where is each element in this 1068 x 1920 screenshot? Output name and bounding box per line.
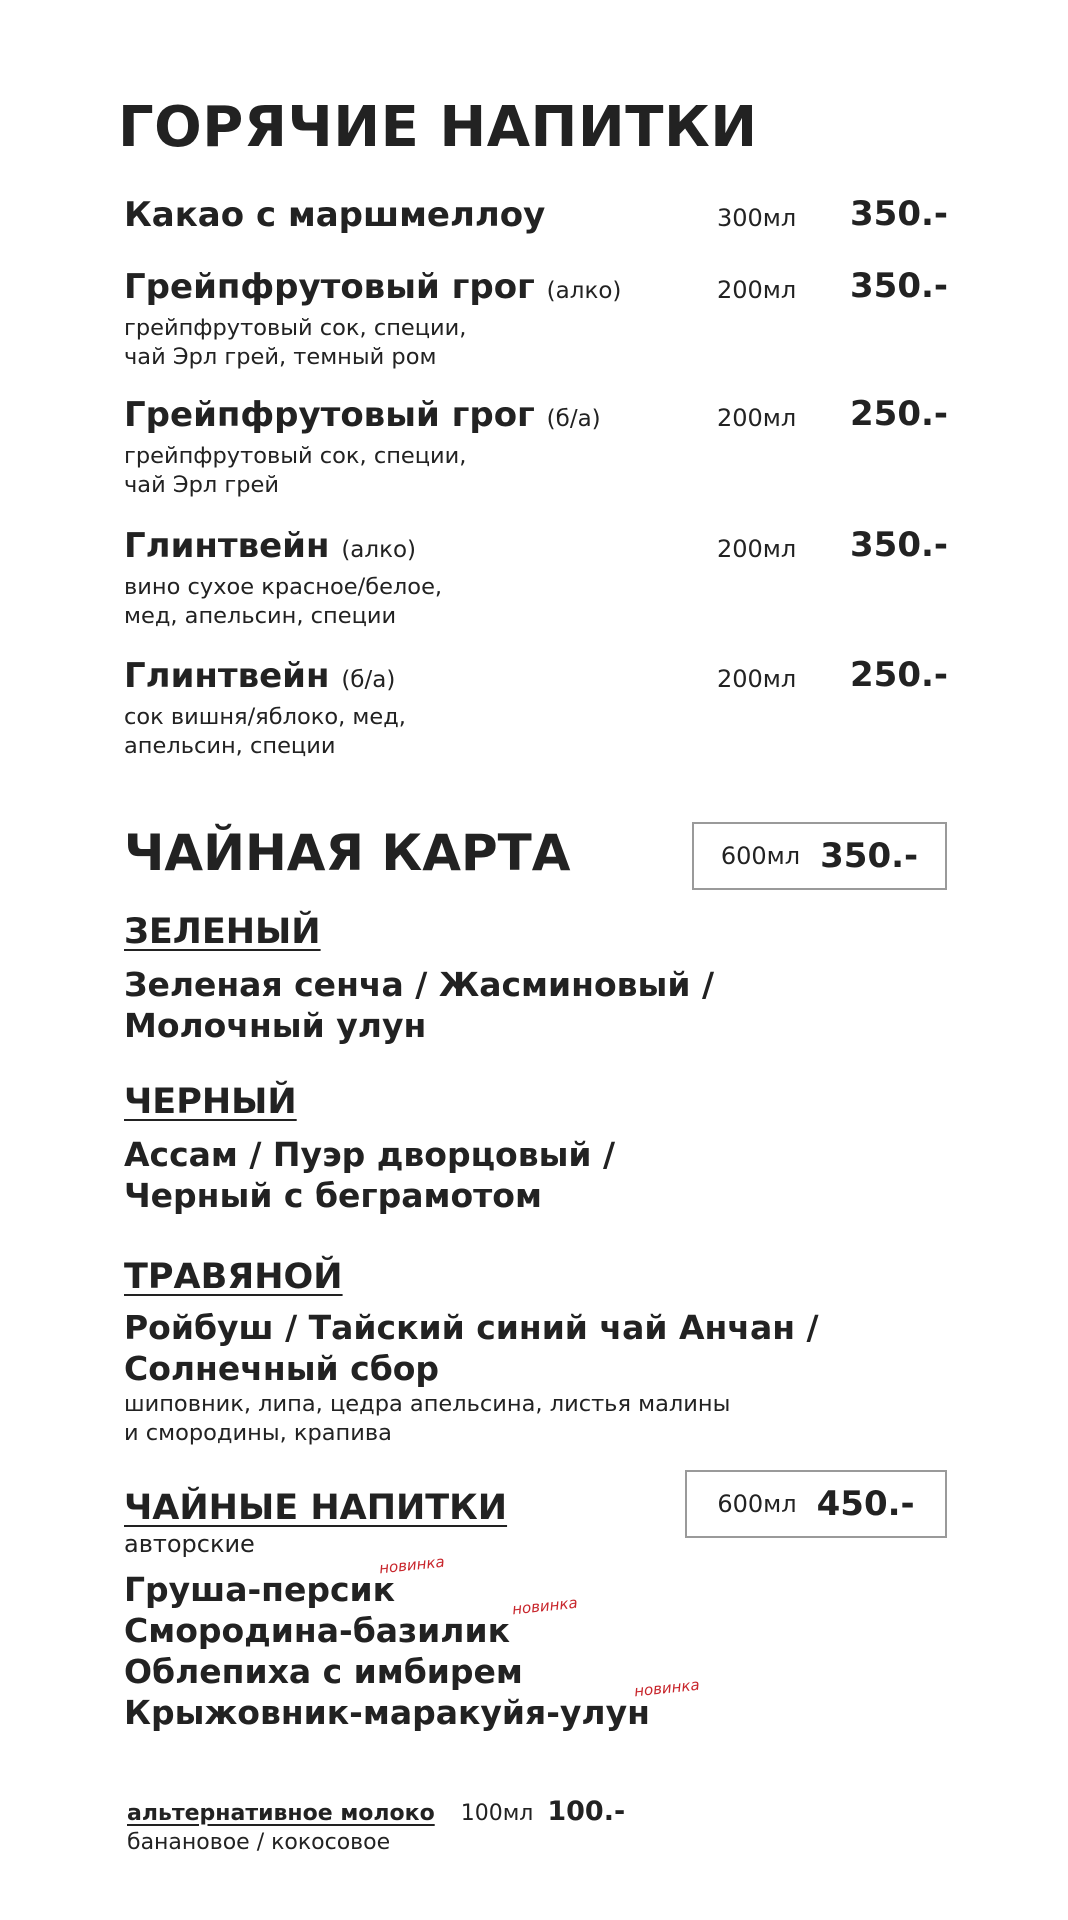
hot-drinks-title: ГОРЯЧИЕ НАПИТКИ [118,95,758,160]
item-note: (алко) [546,278,622,304]
category-black-list: Ассам / Пуэр дворцовый / Черный с бегрaмотом [124,1135,616,1215]
item-volume: 300мл [717,204,797,232]
tea-card-volume: 600мл [720,842,801,870]
item-description: грейпфрутовый сок, специи, чай Эрл грей [124,443,467,498]
alt-milk-price: 100.- [547,1796,626,1827]
item-price: 350.- [850,194,948,234]
alt-milk-row [127,1796,625,1827]
item-note: (алко) [341,537,417,563]
tea-card-price-box [692,822,947,890]
tea-drink-item: Смородина-базилик [124,1611,510,1650]
item-volume: 200мл [717,665,797,693]
tea-drinks-volume: 600мл [717,1490,797,1518]
category-green-title: ЗЕЛЕНЫЙ [124,912,321,952]
tea-drinks-subtitle: авторские [124,1530,255,1558]
alt-milk-volume: 100мл [460,1801,534,1826]
menu-item-mulled-wine-alco [124,525,948,631]
tea-drink-item: Груша-персик [124,1570,396,1609]
item-price: 250.- [850,655,948,695]
tea-card-title: ЧАЙНАЯ КАРТА [124,824,571,882]
item-price: 350.- [850,266,948,306]
new-badge: новинка [511,1593,579,1619]
item-name: Глинтвейн (алко) [124,526,417,566]
new-badge: новинка [378,1552,446,1578]
menu-item-grog-alco [124,266,948,372]
tea-drinks-title: ЧАЙНЫЕ НАПИТКИ [124,1488,508,1528]
menu-item-cocoa [124,194,948,236]
category-black-title: ЧЕРНЫЙ [124,1082,297,1122]
item-price: 250.- [850,394,948,434]
category-herbal-list: Ройбуш / Тайский синий чай Анчан / Солнечный сбор [124,1308,819,1388]
item-price: 350.- [850,525,948,565]
alt-milk-label: альтернативное молоко [127,1801,435,1826]
item-volume: 200мл [717,276,797,304]
category-green-list: Зеленая сенча / Жасминовый / Молочный улун [124,965,715,1045]
item-note: (б/а) [546,406,601,432]
item-volume: 200мл [717,535,797,563]
item-name: Глинтвейн (б/а) [124,656,396,696]
item-name: Какао с маршмеллоу [124,195,546,235]
alt-milk-options: банановое / кокосовое [127,1830,391,1855]
item-volume: 200мл [717,404,797,432]
tea-drinks-price-box [685,1470,947,1538]
category-herbal-note: шиповник, липа, цедра апельсина, листья малины и смородины, крапива [124,1391,731,1446]
item-description: вино сухое красное/белое, мед, апельсин, специи [124,574,443,629]
item-note: (б/а) [341,667,396,693]
new-badge: новинка [633,1675,701,1701]
item-description: сок вишня/яблоко, мед, апельсин, специи [124,704,406,759]
tea-card-price: 350.- [820,836,919,876]
menu-item-grog-na [124,394,948,500]
item-name: Грейпфрутовый грог (алко) [124,267,622,307]
item-name: Грейпфрутовый грог (б/а) [124,395,601,435]
tea-drink-item: Облепиха с имбирем [124,1652,523,1691]
item-description: грейпфрутовый сок, специи, чай Эрл грей, темный ром [124,315,467,370]
tea-drinks-price: 450.- [816,1484,915,1524]
tea-drink-item: Крыжовник-маракуйя-улун [124,1693,650,1732]
menu-item-mulled-wine-na [124,655,948,761]
category-herbal-title: ТРАВЯНОЙ [124,1257,343,1297]
